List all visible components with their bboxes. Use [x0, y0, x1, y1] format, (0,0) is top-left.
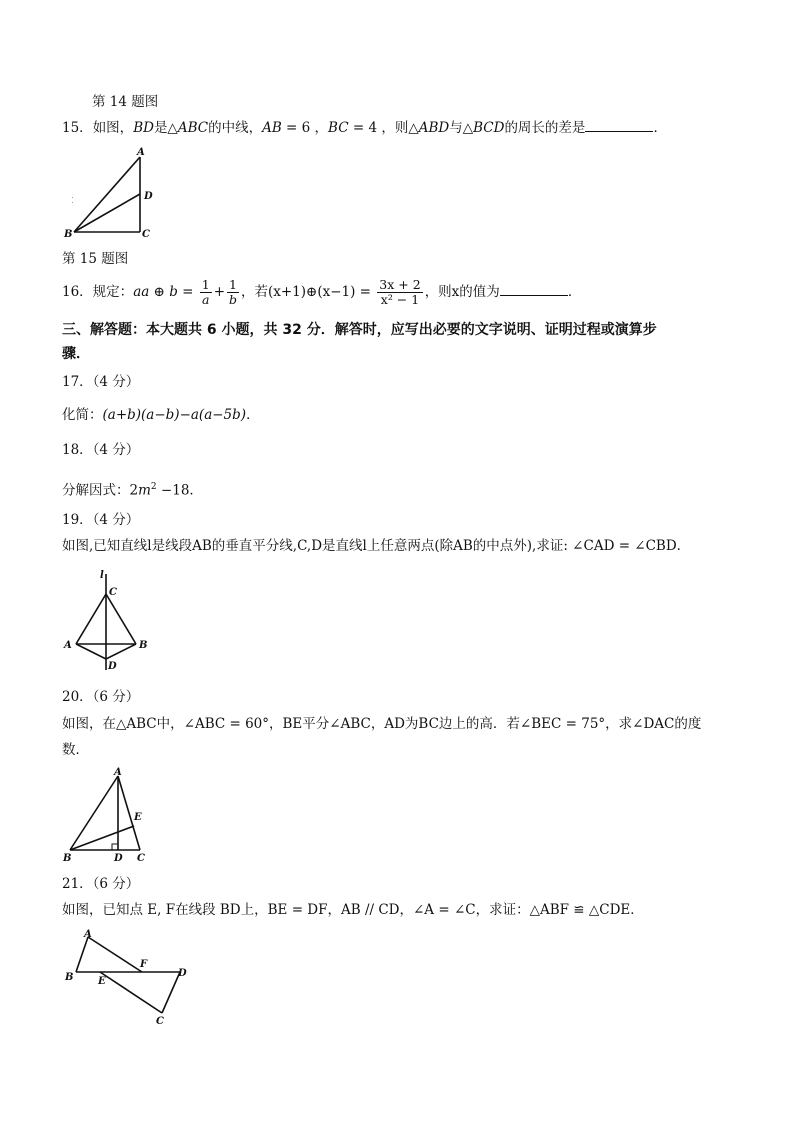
section-3-heading-line1: 三、解答题：本大题共 6 小题，共 32 分．解答时，应写出必要的文字说明、证明过程或演算步 [62, 322, 657, 338]
q17-body: 化简：(a+b)(a−b)−a(a−5b)． [62, 407, 260, 423]
fraction-1-over-a: $\frac{1}{a}$ [201, 277, 210, 307]
q19-figure [62, 566, 162, 676]
q20-label-d: D [114, 853, 123, 864]
q21-label-d: D [178, 968, 187, 979]
q21-body: 如图，已知点 E, F在线段 BD上，BE = DF，AB // CD，∠A = ∠C，求证：△ABF ≌ △CDE． [62, 902, 644, 918]
q19-label-a: A [64, 640, 72, 651]
q15-label-c: C [142, 229, 150, 240]
fig15-caption: 第 15 题图 [62, 251, 129, 267]
q15-label-d: D [144, 191, 153, 202]
answer-blank-15[interactable] [585, 118, 653, 132]
q20-label-a: A [114, 767, 122, 778]
q21-figure [62, 928, 202, 1028]
section-3-heading-line2: 骤． [62, 346, 90, 362]
q18-head: 18．（4 分） [62, 442, 140, 458]
fraction-1-over-b: $\frac{1}{b}$ [229, 277, 238, 307]
q20-label-b: B [63, 853, 72, 864]
q15-label-a: A [137, 147, 145, 158]
q15-text: 15．如图，BD是△ABC的中线，AB = 6 ，BC = 4 ，则△ABD与△BCD的周长的差是 ． [62, 120, 667, 136]
q21-label-a: A [84, 929, 92, 940]
q21-label-b: B [65, 972, 74, 983]
q16-text: 16．规定：aa ⊕ b = $\frac{1}{a}$ + $\frac{1}{b}$ ，若(x+1)⊕(x−1) = $\frac{3x + 2}{\text{x² − 1}}$ ，则x的值为 ． [62, 277, 582, 307]
q20-head: 20．（6 分） [62, 689, 140, 705]
answer-blank-16[interactable] [500, 282, 568, 296]
q20-label-e: E [134, 812, 142, 823]
q20-figure [62, 766, 162, 866]
q21-head: 21．（6 分） [62, 876, 140, 892]
fraction-3x2-over-x2-1: $\frac{3x + 2}{\text{x² − 1}}$ [379, 277, 421, 307]
q19-head: 19．（4 分） [62, 512, 140, 528]
q19-label-b: B [139, 640, 148, 651]
q15-figure [62, 145, 172, 245]
q17-head: 17．（4 分） [62, 374, 140, 390]
fig14-caption: 第 14 题图 [92, 94, 159, 110]
q20-body-line2: 数． [62, 742, 89, 758]
q18-body: 分解因式：$2m^2 -18$． [62, 482, 203, 499]
q21-label-f: F [140, 959, 148, 970]
q20-label-c: C [137, 853, 145, 864]
q20-body-line1: 如图，在△ABC中，∠ABC = 60°，BE平分∠ABC，AD为BC边上的高．若∠BEC = 75°，求∠DAC的度 [62, 716, 702, 732]
q15-label-b: B [64, 229, 73, 240]
q21-label-e: E [98, 976, 106, 987]
q19-body: 如图,已知直线l是线段AB的垂直平分线,C,D是直线l上任意两点(除AB的中点外),求证: ∠CAD = ∠CBD． [62, 538, 691, 554]
q19-label-c: C [109, 587, 117, 598]
q21-label-c: C [156, 1016, 164, 1027]
q19-label-l: l [100, 570, 104, 581]
q19-label-d: D [108, 661, 117, 672]
